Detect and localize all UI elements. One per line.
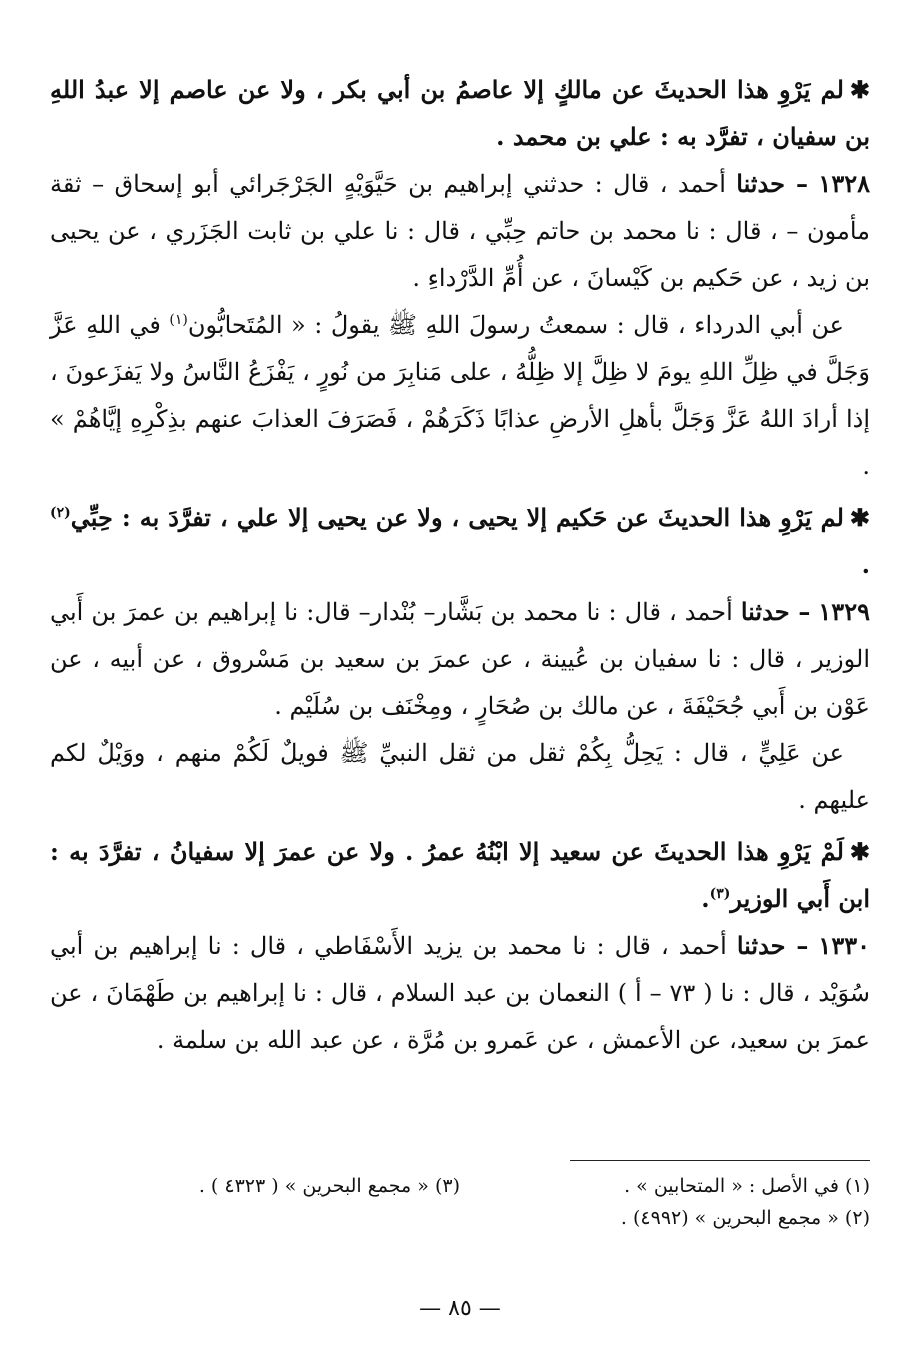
matn-paragraph-2: [50, 730, 870, 824]
note-paragraph-3: [50, 828, 870, 922]
hadith-isnad: أحمد ، قال : نا محمد بن بَشَّار– بُنْدار– قال: نا إبراهيم بن عمرَ بن أَبي الوزير ، قال : نا سفيان بن عُيينة ، عن عمرَ بن سعيد بن مَسْروق ، عن أبيه ، عن عَوْن بن أَبي جُحَيْفَةَ ، عن مالك بن صُحَارٍ ، ومِخْنَف بن سُلَيْم .: [50, 598, 870, 720]
hadith-number: ١٣٢٨: [818, 169, 870, 198]
matn-paragraph-1: [50, 302, 870, 490]
footnote-1: (١) في الأصل : « المتحابين » .: [624, 1175, 870, 1197]
hadith-isnad: أحمد ، قال : حدثني إبراهيم بن حَيَّوَيْهٍ الجَرْجَرائي أبو إسحاق – ثقة مأمون – ، قال : نا محمد بن حاتم حِبِّي ، قال : نا علي بن ثابت الجَزَري ، عن يحيى بن زيد ، عن حَكيم بن كَيْسانَ ، عن أُمِّ الدَّرْداءِ .: [50, 170, 871, 292]
note-paragraph-1: [50, 66, 870, 160]
hadith-number: ١٣٢٩: [818, 597, 870, 626]
footnote-marker-2: (٢): [50, 505, 71, 521]
footnote-row: [50, 1170, 870, 1202]
hadith-number: ١٣٣٠: [818, 931, 870, 960]
footnotes: [50, 1170, 870, 1234]
note-paragraph-2: [50, 494, 870, 588]
hadith-isnad: أحمد ، قال : نا محمد بن يزيد الأَسْفَاطي ، قال : نا إبراهيم بن أبي سُوَيْد ، قال : نا ( ٧٣ – أ ) النعمان بن عبد السلام ، قال : نا إبراهيم بن طَهْمَانَ ، عن عمرَ بن سعيد، عن الأعمش ، عن عَمرو بن مُرَّة ، عن عبد الله بن سلمة .: [50, 932, 871, 1054]
page-number: — ٨٥ —: [419, 1296, 501, 1321]
hadith-1329: [50, 588, 870, 730]
matn-text-continued: في اللهِ عَزَّ وَجَلَّ في ظِلِّ اللهِ يومَ لا ظِلَّ إلا ظِلُّهُ ، على مَنابِرَ من نُورٍ ، يَفْزَعُ النَّاسُ ولا يَفزَعونَ ، إذا أرادَ اللهُ عَزَّ وَجَلَّ بأهلِ الأرضِ عذابًا ذَكَرَهُمْ ، فَصَرَفَ العذابَ عنهم بذِكْرِهِ إيَّاهُمْ » .: [50, 311, 870, 480]
hadith-intro: – حدثنا: [736, 169, 809, 198]
hadith-intro: – حدثنا: [740, 597, 811, 626]
note-text-end: .: [861, 550, 870, 579]
note-text-end: .: [701, 884, 710, 913]
note-text: لَمْ يَرْوِ هذا الحديثَ عن سعيد إلا ابْنُهُ عمرُ . ولا عن عمرَ إلا سفيانُ ، تفرَّدَ به : ابن أَبي الوزير: [50, 837, 870, 913]
footnote-2: (٢) « مجمع البحرين » (٤٩٩٢) .: [620, 1207, 870, 1229]
note-text: لم يَرْوِ هذا الحديثَ عن مالكٍ إلا عاصمُ بن أبي بكر ، ولا عن عاصم إلا عبدُ اللهِ بن سفيان ، تفرَّد به : علي بن محمد .: [50, 75, 870, 151]
hadith-1328: [50, 160, 870, 302]
note-text: لم يَرْوِ هذا الحديثَ عن حَكيم إلا يحيى ، ولا عن يحيى إلا علي ، تفرَّدَ به : حِبِّي: [70, 503, 844, 532]
matn-text: عن عَلِيٍّ ، قال : يَحِلُّ بِكُمْ ثقل من ثقل النبيِّ ﷺ فويلٌ لَكُمْ منهم ، ووَيْلٌ لكم عليهم .: [50, 739, 870, 814]
footnote-row: [50, 1202, 870, 1234]
hadith-intro: – حدثنا: [736, 931, 809, 960]
footnote-divider: [570, 1160, 870, 1161]
matn-text: عن أبي الدرداء ، قال : سمعتُ رسولَ اللهِ ﷺ يقولُ : « المُتَحابُّون: [187, 311, 845, 339]
asterisk-icon: ✱: [849, 503, 870, 532]
footnote-marker-3: (٣): [709, 886, 731, 902]
hadith-1330: [50, 922, 870, 1064]
asterisk-icon: ✱: [849, 75, 870, 104]
footnote-marker-1: (١): [169, 312, 188, 328]
asterisk-icon: ✱: [849, 837, 870, 866]
footnote-3: (٣) « مجمع البحرين » ( ٤٣٢٣ ) .: [198, 1175, 460, 1197]
